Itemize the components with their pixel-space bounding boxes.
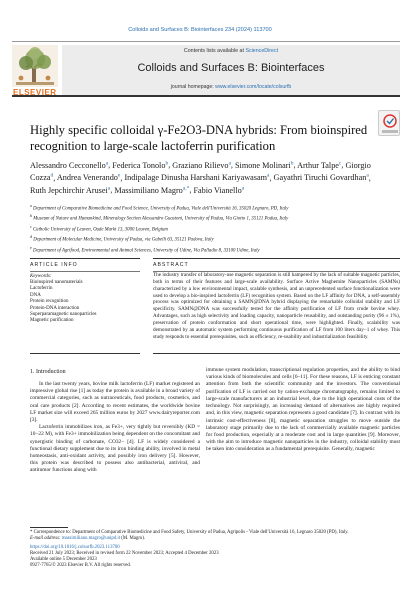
divider <box>30 271 140 272</box>
divider <box>153 353 400 354</box>
elsevier-logo[interactable] <box>12 45 58 95</box>
affiliation-marker: a <box>30 203 32 208</box>
article-info-heading: ARTICLE INFO <box>30 258 140 268</box>
contents-line <box>62 48 400 54</box>
affiliation-text: Catholic University of Leuven, Oude Markt 13, 3000 Leuven, Belgium <box>32 227 168 233</box>
author-name: Arthur Talpe <box>297 160 339 170</box>
author-name: Graziano Rilievo <box>172 160 229 170</box>
copyright: 0927-7765/© 2023 Elsevier B.V. All rights reserved. <box>30 563 131 568</box>
keyword: Protein recognition <box>30 299 69 305</box>
abstract-heading: ABSTRACT <box>153 258 400 268</box>
affiliations <box>30 203 390 255</box>
abstract-text: The industry transfer of laboratory-use magnetic separation is still hampered by the lack of suitable magnetic particles, both in terms of their features and large-scale availability. Surface Active Maghemite Nanoparticles (SAMNs) characterized by a low environmental impact, scalable synthesis, and an unprecedented surface functionalization were used to develop a bio-inspired lactoferrin (LF) recognition system. Based on the LF affinity for DNA, a self-assembly process was optimized for obtaining a SAMN@DNA hybrid displaying the remarkable colloidal stability and LF specificity. SAMN@DNA was successfully tested for the affinity purification of LF from crude bovine whey. Advantages, such as high selectivity and loading capacity, nanoparticle reusability, and outstanding purity (96 ± 1%), preservation of protein conformation and short operational time, were highlighted. Finally, scalability was demonstrated by an automatic system performing continuous purification of LF from 100 liters day−1 of whey. This study responds to essential prerequisites, such as efficiency, re-usability and industrialization feasibility. <box>153 272 400 340</box>
email-link[interactable]: massimiliano.magro@unipd.it <box>61 536 121 541</box>
sciencedirect-link[interactable]: ScienceDirect <box>245 48 279 54</box>
paragraph: Lactoferrin immobilizes iron, as Fe3+, very tightly but reversibly (KD = 10−22 M), with Fe3+ immobilization being dependent on the concomitant and synergistic binding of carbonate, CO32− [4]. LF is widely considered a functional dietary supplement due to its iron binding ability, involved in metal homeostasis, anti-oxidant activity, and possibly iron delivery [5]. However, this protein was described to possess also antibacterial, antiviral, and antitumor functions along with <box>30 424 200 474</box>
affiliation-text: Department of Comparative Biomedicine and Food Science, University of Padua, Viale dell'Università 16, 35020 Legnaro, PD, Italy <box>32 206 289 212</box>
author-name: Indipalage Dinusha Harshani Kariyawasam <box>124 173 267 183</box>
author-affiliation-marker[interactable]: a <box>267 172 270 179</box>
author[interactable] <box>235 161 293 170</box>
author-affiliation-marker[interactable]: a <box>105 160 109 166</box>
elsevier-wordmark: ELSEVIER <box>13 88 57 97</box>
author-name: Ruth Jepchirchir Arusei <box>30 186 108 196</box>
author[interactable] <box>297 161 341 170</box>
contents-prefix: Contents lists available at <box>183 48 244 54</box>
affiliation <box>30 234 390 244</box>
author-name: Massimiliano Magro <box>114 186 183 196</box>
author[interactable] <box>193 186 244 195</box>
body-column-right <box>206 367 400 454</box>
author-name: Giorgio Cozza <box>30 160 371 183</box>
footnote-divider <box>30 527 68 528</box>
journal-reference[interactable]: Colloids and Surfaces B: Biointerfaces 234 (2024) 113700 <box>128 27 272 33</box>
keyword: Protein-DNA interaction <box>30 305 80 311</box>
affiliation-text: Department of Molecular Medicine, University of Padua, via Gabelli 63, 35121 Padova, Italy <box>33 237 214 243</box>
author-affiliation-marker[interactable]: a <box>366 172 369 179</box>
affiliation-text: Department of Agrifood, Environmental and Animal Sciences, University of Udine, Via Palladio 8, 33100 Udine, Italy <box>32 248 260 254</box>
affiliation-marker: d <box>30 234 32 240</box>
author[interactable] <box>114 186 189 195</box>
author-name: Gayathri Tiruchi Govardhan <box>273 173 367 183</box>
author-affiliation-marker[interactable]: b <box>165 160 169 166</box>
author[interactable] <box>124 173 269 182</box>
article-title: Highly specific colloidal γ-Fe2O3-DNA hybrids: From bioinspired recognition to large-scale lactoferrin purification <box>30 123 368 153</box>
keyword: Lactoferrin <box>30 286 53 292</box>
check-for-updates-icon[interactable] <box>378 110 400 136</box>
tree-icon <box>12 45 58 87</box>
affiliation <box>30 245 390 255</box>
author[interactable] <box>172 161 231 170</box>
paragraph: In the last twenty years, bovine milk lactoferrin (LF) market registered an impressive global rise [1] as today the protein is available in a broad variety of commercial categories, such as nutraceuticals, food products, cosmetics, and oral care products [2]. According to recent estimates, the worldwide bovine LF market size will exceed 265 million euros by 2027 www.dairyreporter.com [3]. <box>30 381 200 424</box>
footnotes <box>30 530 400 569</box>
keyword: Superparamagnetic nanoparticles <box>30 312 97 318</box>
doi-link[interactable]: https://doi.org/10.1016/j.colsurfb.2023.113700 <box>30 545 120 550</box>
affiliation <box>30 213 390 223</box>
author-affiliation-marker[interactable]: a <box>228 160 231 166</box>
journal-title: Colloids and Surfaces B: Biointerfaces <box>137 62 325 74</box>
keyword: DNA <box>30 292 41 298</box>
author-name: Andrea Venerando <box>56 173 118 183</box>
masthead-band <box>62 45 400 95</box>
author-affiliation-marker[interactable]: a,* <box>182 185 190 192</box>
author-name: Fabio Vianello <box>193 186 242 196</box>
author-name: Simone Molinari <box>235 160 291 170</box>
author-affiliation-marker[interactable]: c <box>338 160 342 166</box>
author[interactable] <box>30 186 110 195</box>
keywords-label: Keywords: <box>30 274 52 279</box>
author-affiliation-marker[interactable]: a <box>107 185 111 192</box>
available-online: Available online 5 December 2023 <box>30 557 97 562</box>
divider <box>30 353 140 354</box>
author-list: Alessandro Cecconello$^a$, Federica Tonolo$^b$, Graziano Rilievo$^a$, Simone Molinari$^b$, Arthur Talpe$^c$, Giorgio Cozza$^d$, Andrea Venerando$^e$, Indipalage Dinusha Harshani Kariyawasam$^a$, Gayathri Tiruchi Govardhan$^a$, Ruth Jepchirchir Arusei$^a$, Massimiliano Magro$^{a,*}$, Fabio Vianello$^a$ <box>30 160 371 196</box>
email-suffix: (M. Magro). <box>121 536 146 541</box>
author-affiliation-marker[interactable]: b <box>290 160 294 166</box>
affiliation <box>30 224 390 234</box>
journal-masthead <box>12 41 400 97</box>
author-name: Federica Tonolo <box>112 160 166 170</box>
affiliation-marker: b <box>30 213 32 219</box>
author[interactable] <box>57 173 120 182</box>
author-affiliation-marker[interactable]: e <box>117 172 121 179</box>
section-heading-introduction: 1. Introduction <box>30 369 66 375</box>
homepage-prefix: journal homepage: <box>170 84 214 90</box>
affiliation-marker: e <box>30 244 32 250</box>
paragraph: immune system modulation, transcriptional regulation properties, and the ability to bind various kinds of biomolecules and cells [6–11]. For these reasons, LF is enticing constant attention from both the scientific community and the investors. The conventional purification of LF is carried out by cation-exchange chromatography, remains limited to large-scale manufacturers at an industrial level, due to the high operational costs of the technology. Not surprisingly, an increasing demand of alternatives are highly required and, in this view, magnetic separation represents a good candidate [7]. In contrast with its intrinsic cost-effectiveness [8], magnetic separation struggles to move outside the laboratory stage primarily due to the lack of commercially available magnetic particles for food production, especially at a moderate cost and in large quantities [9]. Moreover, with the aim to introduce magnetic nanoparticles in the industry, colloidal stability must be taken into consideration as a fundamental prerequisite. Generally, magnetic <box>206 367 400 453</box>
homepage-line <box>62 84 400 90</box>
affiliation-marker: c <box>30 223 32 229</box>
journal-homepage-link[interactable]: www.elsevier.com/locate/colsurfb <box>215 84 292 90</box>
affiliation <box>30 203 390 213</box>
corresponding-author-note: * Correspondence to: Department of Comparative Biomedicine and Food Safety, University of Padua, Agripolis - Viale dell'Università 16, Legnaro 35020 (PD), Italy. <box>30 530 349 535</box>
keyword: Magnetic purification <box>30 318 74 324</box>
author-name: Alessandro Cecconello <box>30 160 106 170</box>
keyword: Bioinspired nanomaterials <box>30 280 83 285</box>
keyword-list <box>30 280 140 325</box>
body-column-left <box>30 381 200 475</box>
author-affiliation-marker[interactable]: a <box>241 185 245 192</box>
affiliation-text: Museum of Nature and Humankind, Mineralogy Section Alessandro Guastoni, University of Padua, Via Giotto 1, 35121 Padua, Italy <box>33 216 289 222</box>
author[interactable] <box>30 161 108 170</box>
author[interactable] <box>274 173 369 182</box>
author[interactable] <box>112 161 168 170</box>
author-affiliation-marker[interactable]: d <box>50 172 54 179</box>
email-label: E-mail address: <box>30 536 61 541</box>
email-line <box>30 536 400 542</box>
received-dates: Received 21 July 2023; Received in revised form 22 November 2023; Accepted 4 December 2023 <box>30 551 219 556</box>
